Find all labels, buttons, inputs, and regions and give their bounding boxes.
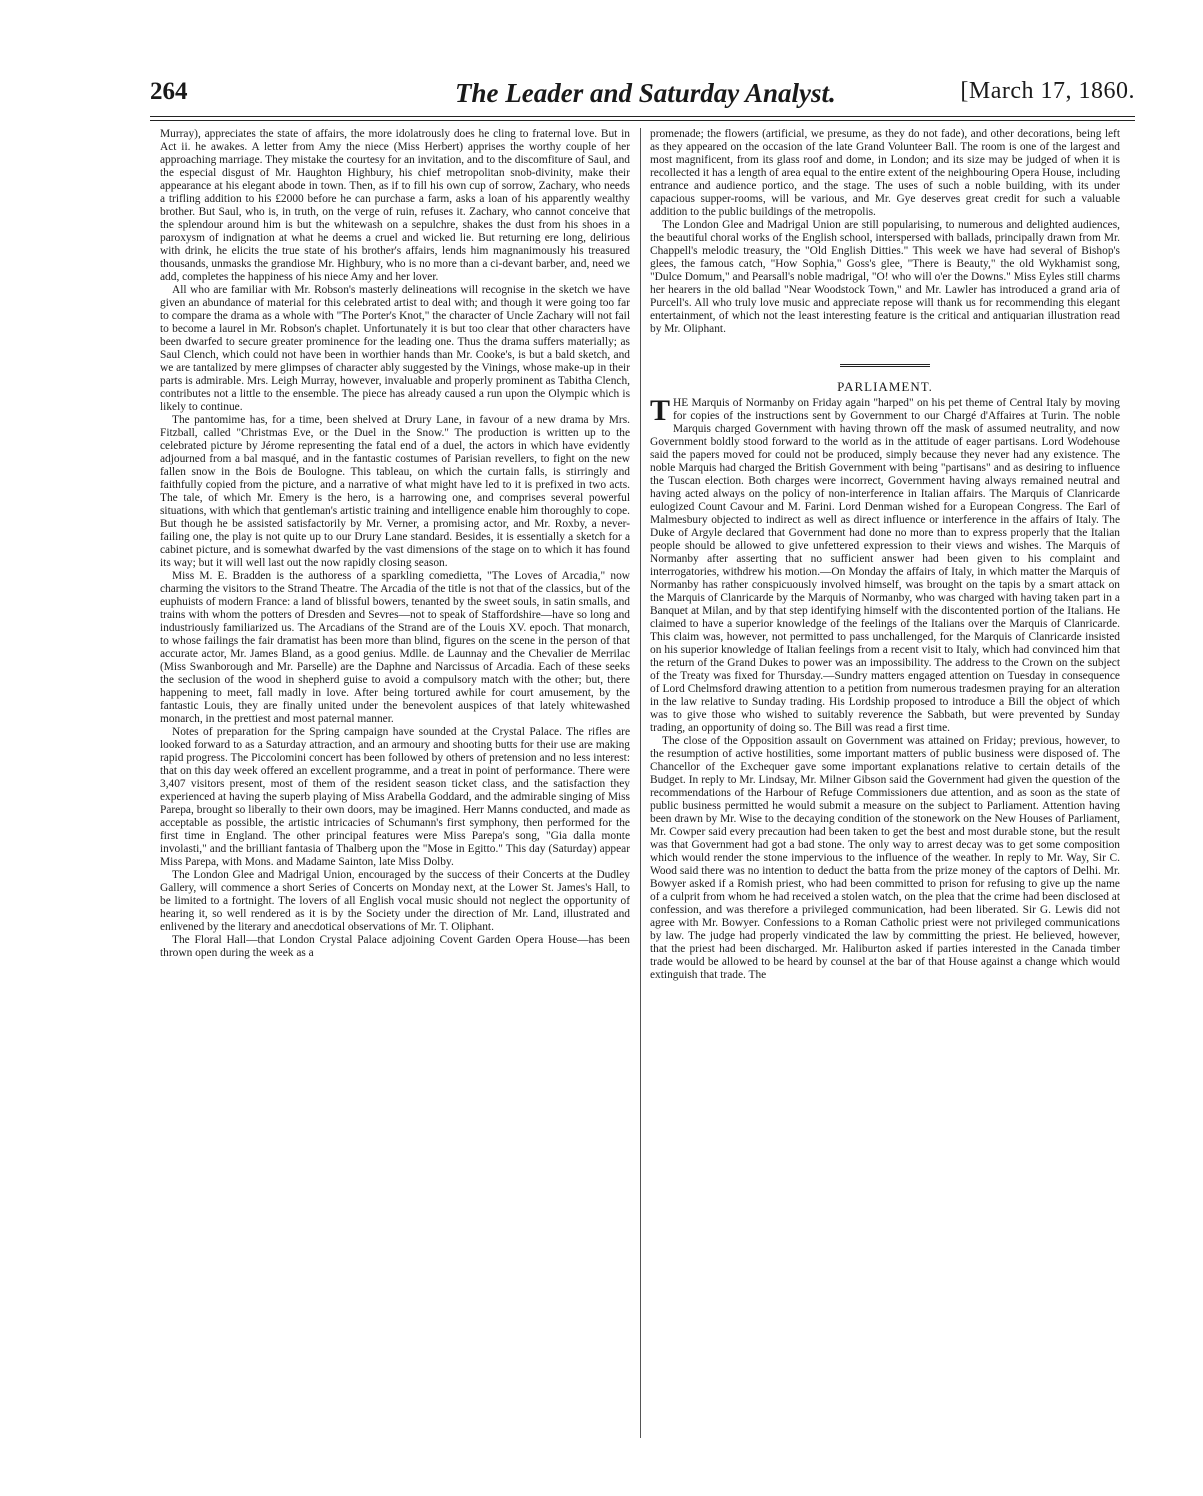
column-divider bbox=[640, 128, 641, 1438]
parliament-section bbox=[650, 394, 1120, 982]
parliament-text: HE Marquis of Normanby on Friday again "harped" on his pet theme of Central Italy by moving for copies of the instructions sent by Government to our Chargé d'Affaires at Turin. The noble Marquis charged Government with having thrown off the mask of assumed neutrality, and now Government boldly stood forward to the world as in the attitude of eager partisans. Lord Wodehouse said the papers moved for could not be produced, simply because they never had any existence. The noble Marquis had charged the British Government with being "partisans" and as desiring to influence the Tuscan election. Both charges were incorrect, Government having always remained neutral and having acted always on the policy of non-interference in Italian affairs. The Marquis of Clanricarde eulogized Count Cavour and M. Farini. Lord Denman wished for a European Congress. The Earl of Malmesbury objected to indirect as well as direct influence or interference in the affairs of Italy. The Duke of Argyle declared that Government had done no more than to express properly that the Italian people should be allowed to give unfettered expression to their views and wishes. The Marquis of Normanby after asserting that no sufficient answer had been given to his complaint and interrogatories, withdrew his motion.—On Monday the affairs of Italy, in which matter the Marquis of Normanby has rather conspicuously involved himself, was brought on the tapis by a smart attack on the Marquis of Clanricarde by the Marquis of Normanby, who was charged with having taken part in a Banquet at Milan, and by that step identifying himself with the discontented portion of the Italians. He claimed to have a superior knowledge of the feelings of the Italians over the Marquis of Clanricarde. This claim was, however, not permitted to pass unchallenged, for the Marquis of Clanricarde insisted on his superior knowledge of Italian feelings from a recent visit to Italy, which had convinced him that the return of the Grand Dukes to power was an impossibility. The address to the Crown on the subject of the Treaty was fixed for Thursday.—Sundry matters engaged attention on Tuesday in consequence of Lord Chelmsford drawing attention to a petition from numerous tradesmen praying for an alteration in the law relative to Sunday trading. His Lordship proposed to introduce a Bill the object of which was to give those who wished to suitably reverence the Sabbath, but were prevented by Sunday trading, an opportunity of doing so. The Bill was read a first time. bbox=[650, 397, 1120, 734]
left-paragraph: The Floral Hall—that London Crystal Palace adjoining Covent Garden Opera House—has been thrown open during the week as a bbox=[160, 934, 630, 959]
left-paragraph: Notes of preparation for the Spring campaign have sounded at the Crystal Palace. The rifles are looked forward to as a Saturday attraction, and an armoury and shooting butts for their use are making rapid progress. The Piccolomini concert has been followed by others of pretension and no less interest: that on this day week offered an excellent programme, and a treat in point of performance. There were 3,407 visitors present, most of them of the resident season ticket class, and the satisfaction they experienced at having the superb playing of Miss Arabella Goddard, and the admirable singing of Miss Parepa, brought so liberally to their own doors, may be imagined. Herr Manns conducted, and made as acceptable as possible, the artistic intricacies of Schumann's first symphony, then performed for the first time in England. The other principal features were Miss Parepa's song, "Gia dalla monte involasti," and the brilliant fantasia of Thalberg upon the "Mose in Egitto." This day (Saturday) appear Miss Parepa, with Mons. and Madame Sainton, late Miss Dolby. bbox=[160, 726, 630, 868]
parliament-paragraph bbox=[650, 394, 1120, 735]
parliament-paragraph: The close of the Opposition assault on Government was attained on Friday; previous, however, to the resumption of active hostilities, some important matters of public business were disposed of. The Chancellor of the Exchequer gave some important explanations relative to certain details of the Budget. In reply to Mr. Lindsay, Mr. Milner Gibson said the Government had given the question of the recommendations of the Harbour of Refuge Commissioners due attention, and as soon as the state of public business permitted he would submit a measure on the subject to Parliament. Attention having been drawn by Mr. Wise to the decaying condition of the stonework on the New Houses of Parliament, Mr. Cowper said every precaution had been taken to get the best and most durable stone, but the result was that Government had got a bad stone. The only way to arrest decay was to get some composition which would render the stone impervious to the influence of the weather. In reply to Mr. Way, Sir C. Wood said there was no intention to deduct the batta from the prize money of the captors of Delhi. Mr. Bowyer asked if a Romish priest, who had been committed to prison for refusing to give up the name of a culprit from whom he had received a stolen watch, on the plea that the crime had been disclosed at confession, and was therefore a privileged communication, had been liberated. Sir G. Lewis did not agree with Mr. Bowyer. Confessions to a Roman Catholic priest were not privileged communications by law. The judge had properly vindicated the law by committing the priest. He believed, however, that the priest had been discharged. Mr. Haliburton asked if parties interested in the Canada timber trade would be allowed to be heard by counsel at the bar of that House against a change which would extinguish that trade. The bbox=[650, 735, 1120, 981]
journal-title: The Leader and Saturday Analyst. bbox=[455, 78, 836, 108]
page-number: 264 bbox=[150, 78, 188, 105]
left-paragraph: All who are familiar with Mr. Robson's masterly delineations will recognise in the sketch we have given an abundance of material for this celebrated artist to deal with; and though it were going too far to compare the drama as a whole with "The Porter's Knot," the character of Uncle Zachary will not fail to become a laurel in Mr. Robson's chaplet. Unfortunately it is but too clear that other characters have been dwarfed to secure greater prominence for the leading one. Thus the drama suffers materially; as Saul Clench, which could not have been in worthier hands than Mr. Cooke's, is but a bald sketch, and we are tantalized by mere glimpses of character ably suggested by the Vinings, whose make-up in their parts is admirable. Mrs. Leigh Murray, however, invaluable and properly prominent as Tabitha Clench, contributes not a little to the ensemble. The piece has already caused a run upon the Olympic which is likely to continue. bbox=[160, 284, 630, 413]
left-column bbox=[160, 128, 630, 1458]
header-rule-top bbox=[150, 116, 1135, 117]
section-divider bbox=[840, 364, 930, 370]
page-header bbox=[150, 78, 1135, 112]
left-paragraph: Miss M. E. Bradden is the authoress of a sparkling comedietta, "The Loves of Arcadia," now charming the visitors to the Strand Theatre. The Arcadia of the title is not that of the classics, but of the euphuists of modern France: a land of blissful bowers, tenanted by the sweet souls, in satin smalls, and trains with whom the potters of Dresden and Sevres—not to speak of Staffordshire—have so long and industriously familiarized us. The Arcadians of the Strand are of the Louis XV. epoch. That monarch, to whose failings the fair dramatist has been more than blind, figures on the scene in the person of that accurate actor, Mr. James Bland, as a good genius. Mdlle. de Launnay and the Chevalier de Merrilac (Miss Swanborough and Mr. Parselle) are the Daphne and Narcissus of Arcadia. Each of these seeks the seclusion of the wood in shepherd guise to avoid a compulsory match with the other; but, there happening to meet, fall madly in love. After being tortured awhile for court amusement, by the fantastic Louis, they are finally united under the benevolent auspices of that lately whitewashed monarch, in the prettiest and most paternal manner. bbox=[160, 570, 630, 725]
left-paragraph: Murray), appreciates the state of affairs, the more idolatrously does he cling to fraternal love. But in Act ii. he awakes. A letter from Amy the niece (Miss Herbert) apprises the worthy couple of her approaching marriage. They mistake the courtesy for an invitation, and to the discomfiture of Saul, and the especial disgust of Mr. Haughton Highbury, his chief metropolitan snob-divinity, make their appearance at his elegant abode in town. Then, as if to fill his own cup of sorrow, Zachary, who needs a trifling addition to his £2000 before he can purchase a farm, asks a loan of his apparently wealthy brother. But Saul, who is, in truth, on the verge of ruin, refuses it. Zachary, who cannot conceive that the splendour around him is but the whitewash on a sepulchre, shakes the dust from his shoes in a paroxysm of indignation at what he deems a cruel and wicked lie. But returning ere long, delirious with drink, he elicits the true state of his brother's affairs, lends him magnanimously his treasured thousands, unmasks the grandiose Mr. Highbury, who is no more than a ci-devant barber, and, need we add, completes the happiness of his niece Amy and her lover. bbox=[160, 128, 630, 283]
section-title: PARLIAMENT. bbox=[837, 379, 933, 394]
left-paragraph: The London Glee and Madrigal Union, encouraged by the success of their Concerts at the Dudley Gallery, will commence a short Series of Concerts on Monday next, at the Lower St. James's Hall, to be limited to a fortnight. The lovers of all English vocal music should not neglect the opportunity of hearing it, so well rendered as it is by the Society under the direction of Mr. Land, illustrated and enlivened by the literary and anecdotical observations of Mr. T. Oliphant. bbox=[160, 869, 630, 933]
right-column bbox=[650, 128, 1120, 1458]
drop-cap: T bbox=[650, 394, 671, 427]
right-paragraph: promenade; the flowers (artificial, we presume, as they do not fade), and other decorations, being left as they appeared on the occasion of the late Grand Volunteer Ball. The room is one of the largest and most magnificent, from its glass roof and dome, in London; and its size may be judged of when it is recollected it has a length of area equal to the entire extent of the neighbouring Opera House, including entrance and audience portico, and the stage. The uses of such a noble building, with its under capacious supper-rooms, will be various, and Mr. Gye deserves great credit for such a valuable addition to the public buildings of the metropolis. bbox=[650, 128, 1120, 218]
issue-date: [March 17, 1860. bbox=[960, 78, 1135, 104]
right-paragraph: The London Glee and Madrigal Union are still popularising, to numerous and delighted audiences, the beautiful choral works of the English school, interspersed with ballads, principally drawn from Mr. Chappell's melodic treasury, the "Old English Ditties." This week we have had several of Bishop's glees, the famous catch, "How Sophia," Goss's glee, "There is Beauty," the old Wykhamist song, "Dulce Domum," and Pearsall's noble madrigal, "O! who will o'er the Downs." Miss Eyles still charms her hearers in the old ballad "Near Woodstock Town," and Mr. Lawler has introduced a grand aria of Purcell's. All who truly love music and appreciate repose will thank us for recommending this elegant entertainment, of which not the least interesting feature is the critical and antiquarian illustration read by Mr. Oliphant. bbox=[650, 219, 1120, 335]
header-rule-bottom bbox=[150, 120, 1135, 121]
left-paragraph: The pantomime has, for a time, been shelved at Drury Lane, in favour of a new drama by Mrs. Fitzball, called "Christmas Eve, or the Duel in the Snow." The production is written up to the celebrated picture by Jérome representing the fatal end of a duel, the actors in which have evidently adjourned from a bal masqué, and in the fantastic costumes of Parisian revellers, to fight on the new fallen snow in the Bois de Boulogne. This tableau, on which the curtain falls, is stirringly and faithfully copied from the picture, and a narrative of what might have led to it is prefixed in two acts. The tale, of which Mr. Emery is the hero, is a harrowing one, and comprises several powerful situations, with which that gentleman's artistic training and intelligence enable him thoroughly to cope. But though he be assisted satisfactorily by Mr. Verner, a promising actor, and Mr. Roxby, a never-failing one, the play is not quite up to our Drury Lane standard. Besides, it is essentially a sketch for a cabinet picture, and is somewhat dwarfed by the vast dimensions of the stage on to which it has found its way; but it will well last out the now rapidly closing season. bbox=[160, 414, 630, 569]
